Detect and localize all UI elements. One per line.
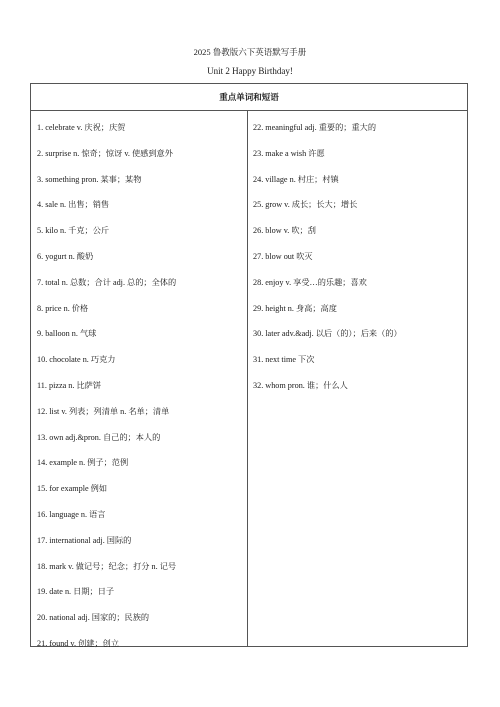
vocab-entry: 31. next time 下次 xyxy=(253,355,315,365)
vocab-entry: 22. meaningful adj. 重要的；重大的 xyxy=(253,123,377,132)
vocab-entry: 8. price n. 价格 xyxy=(37,303,89,313)
unit-title: Unit 2 Happy Birthday! xyxy=(207,66,293,76)
vocab-entry: 32. whom pron. 谁；什么人 xyxy=(253,381,348,390)
vocab-entry: 24. village n. 村庄；村镇 xyxy=(253,174,339,184)
vocab-entry: 11. pizza n. 比萨饼 xyxy=(37,381,102,390)
vocab-entry: 3. something pron. 某事；某物 xyxy=(37,174,142,184)
vocab-entry: 6. yogurt n. 酸奶 xyxy=(37,252,94,261)
vocab-entry: 18. mark v. 做记号；纪念；打分 n. 记号 xyxy=(37,561,177,571)
vocab-entry: 21. found v. 创建；创立 xyxy=(37,639,120,648)
vocab-entry: 20. national adj. 国家的；民族的 xyxy=(37,613,150,623)
vocab-entry: 13. own adj.&pron. 自己的；本人的 xyxy=(37,432,161,442)
vocab-entry: 4. sale n. 出售；销售 xyxy=(37,200,110,210)
vocab-entry: 25. grow v. 成长；长大；增长 xyxy=(253,200,358,210)
vocab-entry: 19. date n. 日期；日子 xyxy=(37,587,115,597)
vocab-entry: 27. blow out 吹灭 xyxy=(253,252,313,261)
document-title: 2025 鲁教版六下英语默写手册 xyxy=(193,47,307,57)
section-heading: 重点单词和短语 xyxy=(31,84,467,111)
vocab-entry: 16. language n. 语言 xyxy=(37,510,106,519)
vocab-entry: 17. international adj. 国际的 xyxy=(37,535,132,545)
vocab-entry: 15. for example 例如 xyxy=(37,484,108,494)
vocab-entry: 1. celebrate v. 庆祝；庆贺 xyxy=(37,123,126,132)
vocab-entry: 10. chocolate n. 巧克力 xyxy=(37,355,116,365)
vocab-entry: 28. enjoy v. 享受…的乐趣；喜欢 xyxy=(253,277,367,287)
vocab-entry: 14. example n. 例子；范例 xyxy=(37,458,129,468)
vocab-entry: 30. later adv.&adj. 以后（的）；后来（的） xyxy=(253,329,402,339)
vocab-entry: 29. height n. 身高；高度 xyxy=(253,303,337,313)
vocab-entry: 7. total n. 总数；合计 adj. 总的；全体的 xyxy=(37,277,177,287)
vocabulary-table xyxy=(30,83,468,647)
vocab-entry: 2. surprise n. 惊奇；惊讶 v. 使感到意外 xyxy=(37,148,173,158)
vocab-entry: 9. balloon n. 气球 xyxy=(37,329,97,339)
vocab-entry: 23. make a wish 许愿 xyxy=(253,148,325,158)
vocab-entry: 26. blow v. 吹；刮 xyxy=(253,226,316,236)
column-divider xyxy=(247,110,248,646)
vocab-entry: 5. kilo n. 千克；公斤 xyxy=(37,226,110,236)
vocab-entry: 12. list v. 列表；列清单 n. 名单；清单 xyxy=(37,406,170,416)
